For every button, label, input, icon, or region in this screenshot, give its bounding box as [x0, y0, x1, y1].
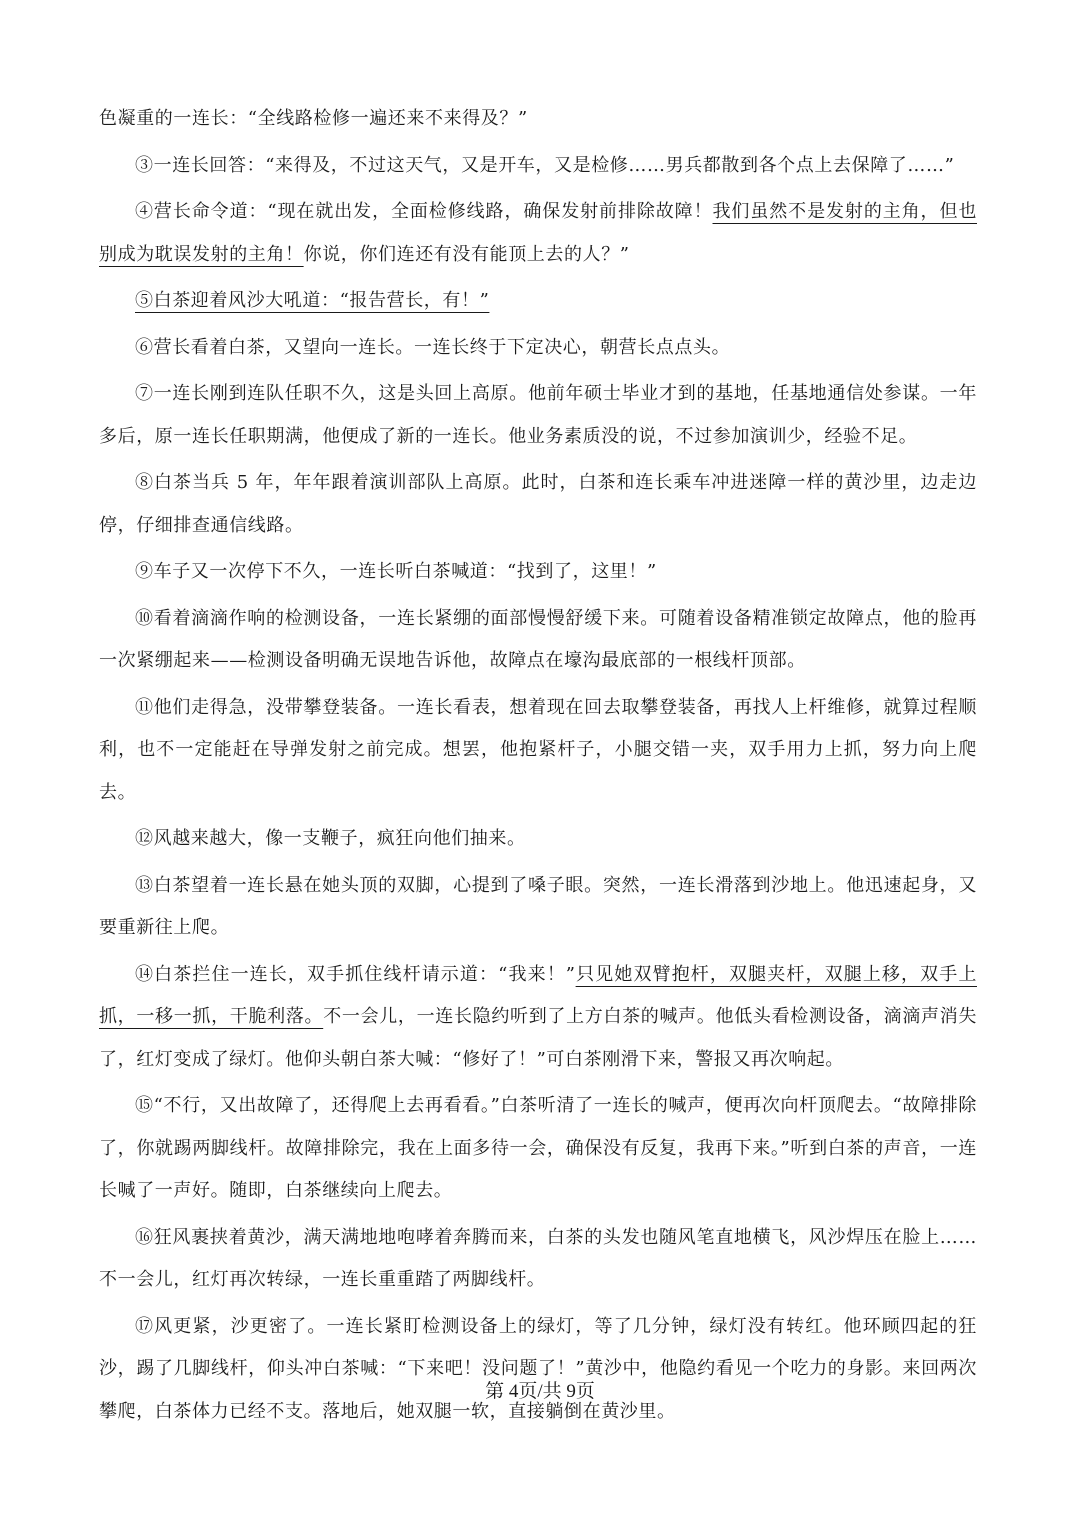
underlined-sentence: 我们虽然不是发射的主角，但也别成为耽误发射的主角！ [99, 201, 977, 265]
paragraph-text: ⑯狂风裹挟着黄沙，满天满地地咆哮着奔腾而来，白茶的头发也随风笔直地横飞，风沙焊压在脸上……不一会儿，红灯再次转绿，一连长重重踏了两脚线杆。 [99, 1226, 977, 1290]
paragraph-text: ⑭白茶拦住一连长，双手抓住线杆请示道：“我来！” [135, 963, 576, 985]
paragraph-text: ⑦一连长刚到连队任职不久，这是头回上高原。他前年硕士毕业才到的基地，任基地通信处参谋。一年多后，原一连长任职期满，他便成了新的一连长。他业务素质没的说，不过参加演训少，经验不足。 [99, 383, 977, 447]
underlined-sentence: ⑤白茶迎着风沙大吼道：“报告营长，有！” [135, 290, 490, 311]
paragraph-text: ④营长命令道：“现在就出发，全面检修线路，确保发射前排除故障！ [135, 201, 713, 222]
paragraph-13 [99, 865, 977, 950]
paragraph-14 [99, 954, 977, 1082]
paragraph-text: ⑫风越来越大，像一支鞭子，疯狂向他们抽来。 [135, 828, 526, 849]
paragraph-text: 色凝重的一连长：“全线路检修一遍还来不来得及？” [99, 108, 528, 129]
paragraph-continuation [99, 98, 977, 141]
paragraph-7 [99, 373, 977, 458]
paragraph-8 [99, 462, 977, 547]
paragraph-5 [99, 280, 977, 323]
paragraph-text: ⑰风更紧，沙更密了。一连长紧盯检测设备上的绿灯，等了几分钟，绿灯没有转红。他环顾四起的狂沙，踢了几脚线杆，仰头冲白茶喊：“下来吧！没问题了！”黄沙中，他隐约看见一个吃力的身影。来回两次攀爬，白茶体力已经不支。落地后，她双腿一软，直接躺倒在黄沙里。 [99, 1315, 977, 1422]
paragraph-text: ⑬白茶望着一连长悬在她头顶的双脚，心提到了嗓子眼。突然，一连长滑落到沙地上。他迅速起身，又要重新往上爬。 [99, 874, 977, 938]
underlined-sentence: 只见她双臂抱杆，双腿夹杆，双腿上移，双手上抓，一移一抓，干脆利落。 [99, 963, 977, 1027]
paragraph-9 [99, 551, 977, 594]
paragraph-17 [99, 1306, 977, 1434]
paragraph-16 [99, 1217, 977, 1302]
paragraph-text: ⑪他们走得急，没带攀登装备。一连长看表，想着现在回去取攀登装备，再找人上杆维修，就算过程顺利，也不一定能赶在导弹发射之前完成。想罢，他抱紧杆子，小腿交错一夹，双手用力上抓，努力向上爬去。 [99, 696, 977, 803]
paragraph-10 [99, 598, 977, 683]
paragraph-15 [99, 1085, 977, 1213]
paragraph-text: ③一连长回答：“来得及，不过这天气，又是开车，又是检修……男兵都散到各个点上去保障了……” [135, 154, 955, 176]
paragraph-text: ⑥营长看着白茶，又望向一连长。一连长终于下定决心，朝营长点点头。 [135, 336, 731, 358]
article-body [99, 98, 977, 1437]
paragraph-6 [99, 327, 977, 370]
paragraph-text: ⑩看着滴滴作响的检测设备，一连长紧绷的面部慢慢舒缓下来。可随着设备精准锁定故障点，他的脸再一次紧绷起来——检测设备明确无误地告诉他，故障点在壕沟最底部的一根线杆顶部。 [99, 607, 977, 671]
paragraph-text: 你说，你们连还有没有能顶上去的人？” [303, 243, 630, 265]
paragraph-4 [99, 191, 977, 276]
paragraph-11 [99, 687, 977, 815]
paragraph-text: ⑨车子又一次停下不久，一连长听白茶喊道：“找到了，这里！” [135, 561, 657, 582]
page-number-footer: 第 4页/共 9页 [485, 1381, 595, 1402]
paragraph-text: ⑮“不行，又出故障了，还得爬上去再看看。”白茶听清了一连长的喊声，便再次向杆顶爬去。“故障排除了，你就踢两脚线杆。故障排除完，我在上面多待一会，确保没有反复，我再下来。”听到白茶的声音，一连长喊了一声好。随即，白茶继续向上爬去。 [99, 1095, 977, 1201]
paragraph-3 [99, 145, 977, 188]
paragraph-text: 不一会儿，一连长隐约听到了上方白茶的喊声。他低头看检测设备，滴滴声消失了，红灯变成了绿灯。他仰头朝白茶大喊：“修好了！”可白茶刚滑下来，警报又再次响起。 [99, 1006, 978, 1070]
paragraph-text: ⑧白茶当兵 5 年，年年跟着演训部队上高原。此时，白茶和连长乘车冲进迷障一样的黄沙里，边走边停，仔细排查通信线路。 [99, 472, 977, 536]
paragraph-12 [99, 818, 977, 861]
